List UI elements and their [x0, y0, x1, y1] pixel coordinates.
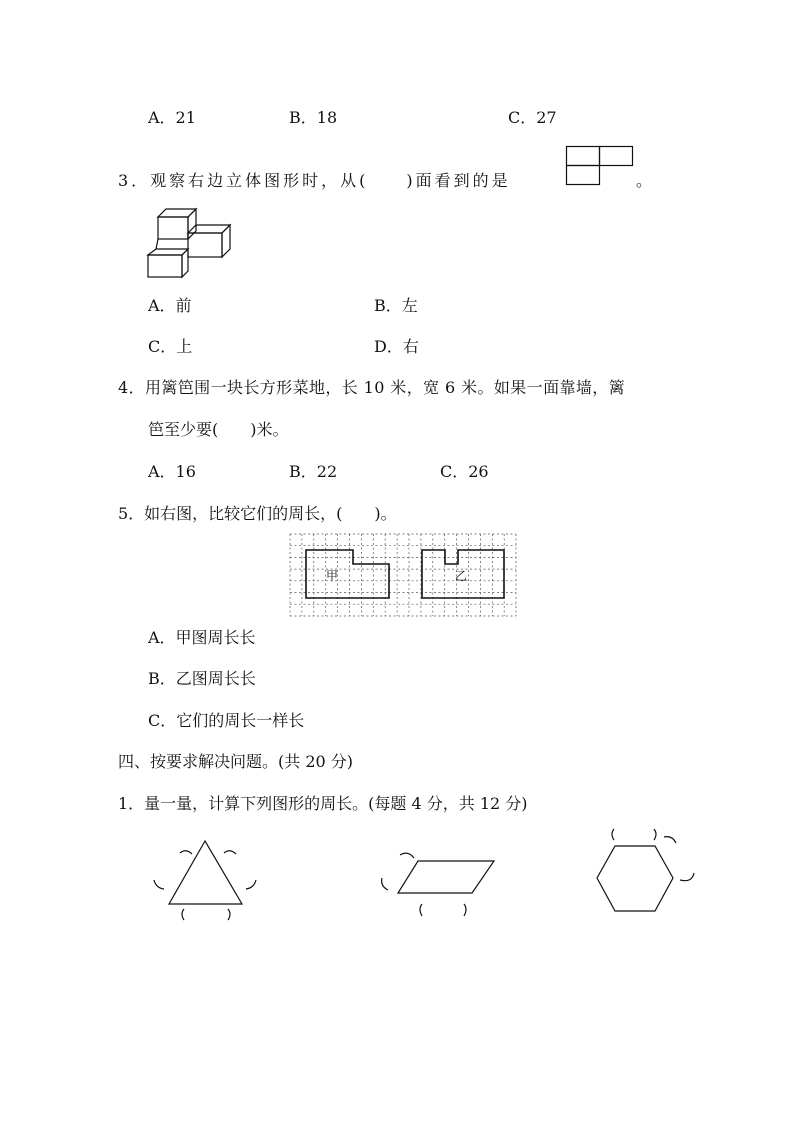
q3-cube-stack-figure [146, 203, 236, 279]
q4-stem-line2: 笆至少要( )米。 [148, 420, 289, 439]
section4-title: 四、按要求解决问题。(共 20 分) [118, 752, 354, 771]
q3-stem-end: 。 [636, 171, 653, 190]
q5-option-a: A．甲图周长长 [148, 628, 256, 647]
q3-option-c: C．上 [148, 337, 193, 356]
triangle-figure [150, 836, 260, 926]
q2-option-c: C．27 [508, 108, 557, 127]
q3-stem: 3．观察右边立体图形时，从( )面看到的是 [118, 171, 511, 190]
q5-stem: 5．如右图，比较它们的周长，( )。 [118, 504, 397, 523]
q4-stem-line1: 4．用篱笆围一块长方形菜地，长 10 米，宽 6 米。如果一面靠墙，篱 [118, 378, 626, 397]
label-jia: 甲 [326, 569, 339, 583]
q4-option-a: A．16 [148, 462, 196, 481]
q3-view-figure [566, 146, 636, 186]
q5-grid-figure [290, 534, 516, 616]
hexagon-figure [592, 825, 698, 917]
q5-option-c: C．它们的周长一样长 [148, 711, 305, 730]
q3-option-d: D．右 [374, 337, 419, 356]
q4-option-c: C．26 [440, 462, 489, 481]
q2-option-a: A．21 [148, 108, 196, 127]
q3-option-a: A．前 [148, 296, 192, 315]
parallelogram-figure [376, 848, 502, 924]
q4-option-b: B．22 [289, 462, 338, 481]
label-yi: 乙 [455, 569, 468, 583]
section4-q1-stem: 1．量一量，计算下列图形的周长。(每题 4 分，共 12 分) [118, 794, 528, 813]
q2-option-b: B．18 [289, 108, 338, 127]
q5-option-b: B．乙图周长长 [148, 669, 256, 688]
q3-option-b: B．左 [374, 296, 418, 315]
